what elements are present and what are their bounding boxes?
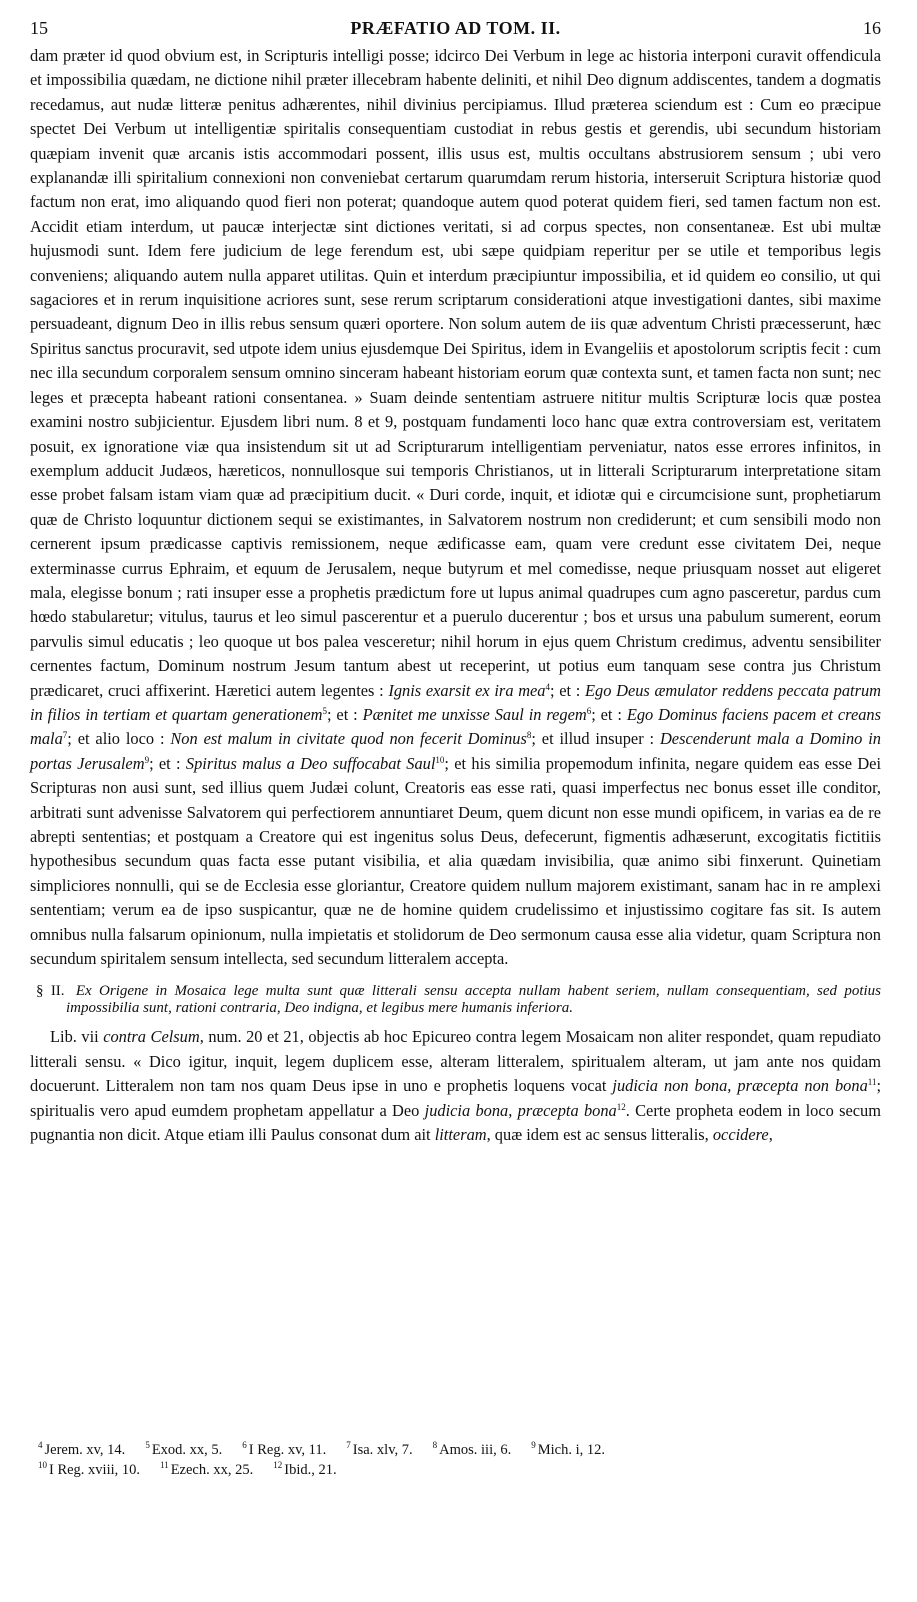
quotation-italic: litteram (434, 1125, 487, 1145)
footnote (38, 1460, 140, 1480)
footnote-line (30, 1460, 881, 1480)
footnote-number: 8 (432, 1440, 438, 1450)
footnote (273, 1460, 336, 1480)
footnote-number: 7 (346, 1440, 351, 1450)
text-run: ; et : (591, 704, 627, 724)
text-run: dam præter id quod obvium est, in Scripturis intelligi posse; idcirco Dei Verbum in lege ac historia interponi curavit offendicula et impossibilia quædam, ne dictione nihil præter illecebram habente deliniti, et nihil Deo dignum addiscentes, tandem a dogmatis recedamus, aut nudæ litteræ penitus adhærentes, nihil divinius percipiamus. Illud præterea sciendum est : Cum eo præcipue spectet Dei Verbum ut intelligentiæ spiritalis consequentiam custodiat in rebus gestis et gerendis, ubi secundum historiam quæpiam invenit quæ arcanis istis accommodari possent, illis usus est, multis occultans abstrusiorem sensum ; ubi vero explanandæ illi spiritalium connexioni non conveniebat certarum quarumdam rerum historia, interseruit Scriptura historiæ quod factum non erat, imo aliquando quod fieri non poterat; quandoque autem quod poterat quidem fieri, sed tamen factum non est. Accidit etiam interdum, ut paucæ interjectæ sint dictiones veritati, si ad corpus spectes, non consentaneæ. Est ubi multæ hujusmodi sunt. Idem fere judicium de lege ferendum est, ubi sæpe quidpiam reperitur per se utile et temporibus legis conveniens; aliquando autem nulla apparet utilitas. Quin et interdum præcipiuntur impossibilia, et id quidem eo consilio, ut qui sagaciores et in rerum inquisitione acriores sunt, sese rerum scriptarum considerationi atque investigationi dantes, sibi maxime persuadeant, dignum Deo in illis rebus sensum quæri oportere. Non solum autem de iis quæ adventum Christi præcesserunt, hæc Spiritus sanctus procuravit, sed utpote idem unius ejusdemque Dei Spiritus, idem in Evangeliis et apostolorum scriptis fecit : cum nec illa secundum corporalem sensum omnino sinceram habeant historiam eorum quæ contexta sunt, et tamen facta non sunt; nec leges et præcepta habeant rationi consentanea. » Suam deinde sententiam astruere nititur multis Scripturæ locis quæ postea examini nostro subjicientur. Ejusdem libri num. 8 et 9, postquam fundamenti loco hanc quæ extra controversiam est, veritatem posuit, ex ignoratione viæ qua insistendum sit ut ad Scripturarum intelligentiam perveniatur, natos esse errores infinitos, in exemplum adducit Judæos, hæreticos, nonnullosque sui temporis Christianos, ut in litterali Scripturarum interpretatione sitam esse probet falsam istam viam quæ ad præcipitium ducit. « Duri corde, inquit, et idiotæ qui e circumcisione sunt, prophetiarum quæ de Christo loquuntur dictionem sequi se existimantes, in Salvatorem nostrum non crediderunt; et cum sensibili modo non cernerent ipsum prædicasse captivis remissionem, neque ædificasse eam, quam vere credunt esse civitatem Dei, neque exterminasse currus Ephraim, et equum de Jerusalem, neque butyrum et mel comedisse, neque priusquam nosset aut eligeret mala, elegisse bonum ; rati insuper esse a prophetis prædictum fore ut lupus animal quadrupes cum agno pasceretur, pardus cum hœdo stabularetur; vitulus, taurus et leo simul pascerentur et a puerulo ducerentur ; bos et ursus una pabulum sumerent, eorum parvulis simul educatis ; leo quoque ut bos palea vesceretur; nihil horum in ejus quem Christum credimus, adventu sensibiliter cernentes factum, Dominum nostrum Jesum tantum abest ut receperint, ut potius eum tanquam sese contra jus Christum prædicaret, cruci affixerint. Hæretici autem legentes : (30, 46, 881, 700)
right-page-number: 16 (862, 18, 881, 38)
text-run: , num. 20 et 21, objectis ab hoc Epicureo contra legem Mosaicam non aliter respondet, quam repudiato litterali sensu. « Dico igitur, inquit, legem duplicem esse, alteram litteralem, spiritualem alteram, ut jam ante nos quidam docuerunt. Litteralem non tam nos quam Deus ipse in uno e prophetis loquens vocat (30, 1027, 881, 1096)
footnote-ref: 4 (545, 681, 551, 692)
footnote-text: Ibid., 21. (284, 1462, 337, 1478)
quotation-italic: Descenderunt mala a Domino in portas Jerusalem (30, 729, 881, 773)
section-summary: Ex Origene in Mosaica lege multa sunt quæ litterali sensu accepta nullam habent seriem, nullam consequentiam, sed potius impossibilia sunt, rationi contraria, Deo indigna, et legibus mere humanis inferiora. (66, 983, 882, 1017)
footnote-ref: 7 (62, 730, 68, 741)
footnote (145, 1440, 222, 1460)
footnote-number: 9 (531, 1440, 536, 1450)
footnote-number: 5 (145, 1440, 150, 1450)
left-page-number: 15 (30, 18, 48, 38)
text-run: ; spiritualis vero apud eumdem prophetam appellatur a Deo (30, 1076, 882, 1120)
quotation-italic: Ego Deus æmulator reddens peccata patrum in filios in tertiam et quartam generationem (30, 680, 882, 724)
quotation-italic: Ego Dominus faciens pacem et creans mala (30, 704, 881, 749)
footnote (242, 1440, 326, 1460)
footnotes (30, 1440, 881, 1480)
text-run: ; et : (326, 704, 363, 724)
footnote-ref: 10 (435, 754, 445, 765)
quotation-italic: judicia bona, præcepta bona (424, 1100, 617, 1120)
footnote-text: Jerem. xv, 14. (44, 1442, 126, 1458)
footnote-text: Mich. i, 12. (537, 1442, 606, 1458)
footnote-number: 6 (242, 1440, 247, 1450)
section-number: § II. (36, 983, 65, 1000)
main-paragraph (30, 44, 881, 971)
footnote-number: 11 (160, 1460, 169, 1470)
page-header (30, 18, 881, 42)
text-run: ; et alio loco : (67, 729, 171, 749)
footnote-text: Exod. xx, 5. (151, 1442, 223, 1458)
footnote-text: Amos. iii, 6. (439, 1442, 512, 1458)
footnote-number: 12 (273, 1460, 283, 1470)
footnote-text: Ezech. xx, 25. (170, 1462, 254, 1478)
footnote-text: Isa. xlv, 7. (352, 1442, 413, 1458)
footnote-text: I Reg. xviii, 10. (49, 1462, 141, 1478)
footnote-ref: 8 (526, 730, 532, 741)
text-run: ; et his similia propemodum infinita, negare quidem eas esse Dei Scripturas non ausi sunt, sed illius quem Judæi colunt, Creatoris eas esse rati, quasi imperfectus nec bonus esset ille conditor, arbitrati sunt advenisse Salvatorem qui perfectiorem annuntiaret Deum, quem dicunt non esse mundi opificem, in varias ea de re abrepti sententias; et postquam a Creatore qui est ingenitus solus Deus, defecerunt, figmentis adhæserunt, excogitatis fictitiis hypothesibus secundum quas facta esse putant visibilia, et alia quædam invisibilia, quæ animo sibi finxerunt. Quinetiam simpliciores nonnulli, qui se de Ecclesia esse gloriantur, Creatore quidem nullum majorem existimant, sanam hac in re amplexi sententiam; verum ea de ipso suspicantur, quæ ne de homine quidem crudelissimo et injustissimo cogitare fas sit. Is autem omnibus nulla falsarum opinionum, nulla impietatis et stolidorum de Deo sermonum causa esse alia videtur, quam Scriptura non secundum spiritalem sensum intellecta, sed secundum litteralem accepta. (30, 753, 882, 969)
work-title-italic: contra Celsum (103, 1027, 200, 1047)
text-run: ; et : (149, 753, 186, 773)
footnote (531, 1440, 605, 1460)
footnote-ref: 6 (586, 705, 592, 716)
footnote-number: 4 (38, 1440, 43, 1450)
footnote-line (30, 1440, 881, 1460)
footnote (160, 1460, 253, 1480)
footnote (346, 1440, 412, 1460)
text-run: , (768, 1125, 773, 1145)
footnote-ref: 12 (616, 1101, 626, 1112)
footnote-ref: 11 (867, 1077, 877, 1088)
footnote-ref: 5 (322, 705, 327, 716)
quotation-italic: judicia non bona, præcepta non bona (612, 1076, 868, 1096)
quotation-italic: occidere (712, 1125, 769, 1145)
section-heading (30, 983, 881, 1017)
footnote-number: 10 (38, 1460, 47, 1470)
running-title: PRÆFATIO AD TOM. II. (350, 18, 561, 38)
footnote-ref: 9 (144, 754, 150, 765)
footnote (433, 1440, 512, 1460)
text-run: , quæ idem est ac sensus litteralis, (486, 1125, 713, 1145)
text-run: ; et : (550, 680, 586, 700)
quotation-italic: Non est malum in civitate quod non fecerit Dominus (170, 729, 527, 749)
quotation-italic: Pænitet me unxisse Saul in regem (362, 704, 587, 724)
text-run: Lib. vii (50, 1027, 104, 1047)
quotation-italic: Ignis exarsit ex ira mea (388, 680, 546, 700)
text-run: . Certe propheta eodem in loco secum pugnantia non dicit. Atque etiam illi Paulus consonat dum ait (30, 1100, 881, 1145)
footnote-text: I Reg. xv, 11. (248, 1442, 327, 1458)
footnote (38, 1440, 125, 1460)
text-run: ; et illud insuper : (531, 729, 660, 749)
second-paragraph (30, 1025, 881, 1147)
quotation-italic: Spiritus malus a Deo suffocabat Saul (185, 753, 436, 773)
